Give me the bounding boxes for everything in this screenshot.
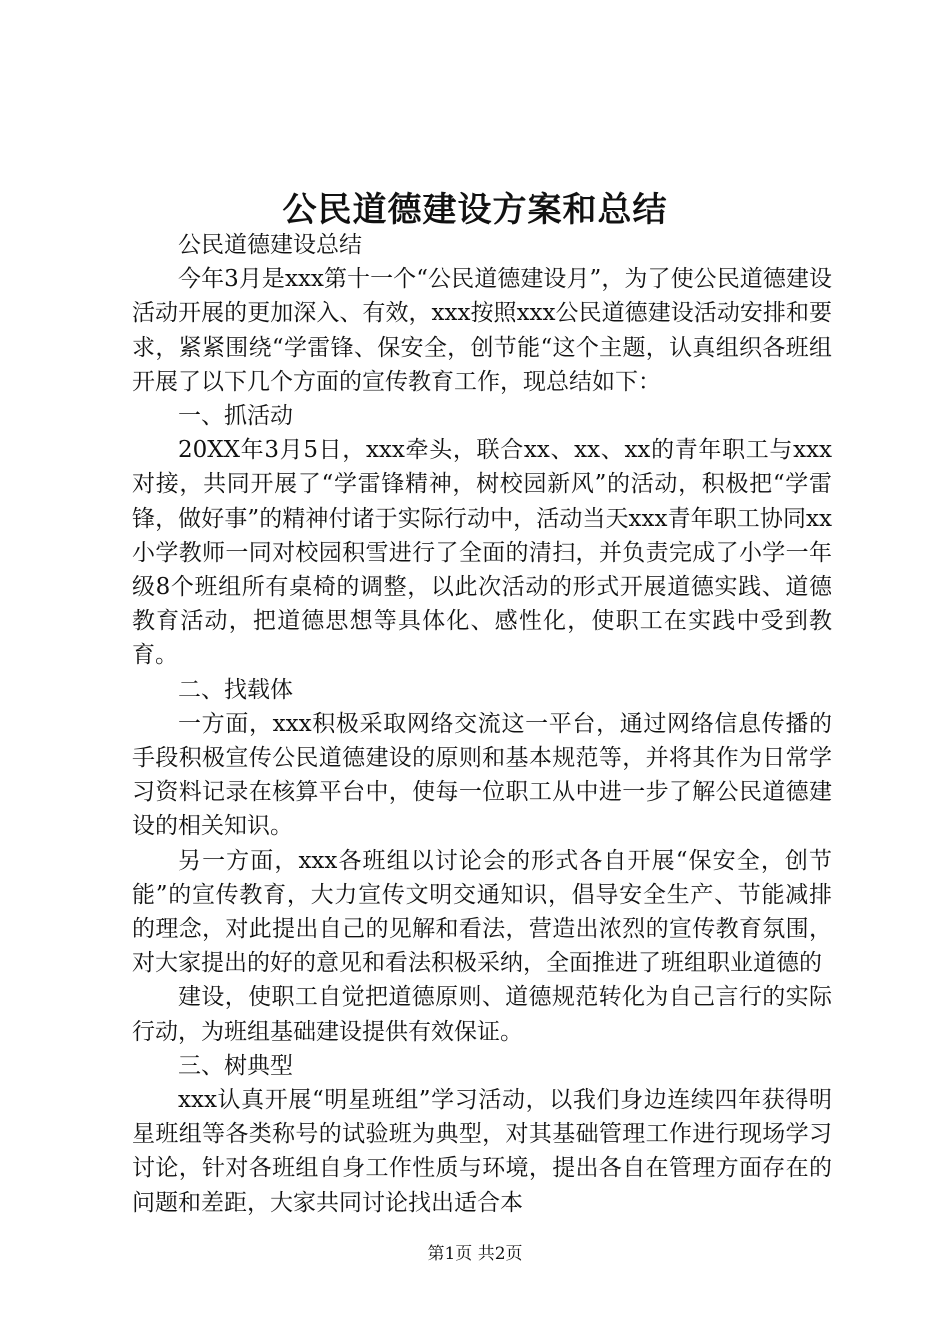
paragraph: 一方面，xxx积极采取网络交流这一平台，通过网络信息传播的手段积极宣传公民道德建设的原则和基本规范等，并将其作为日常学习资料记录在核算平台中，使每一位职工从中进一步了解公民道德建设的相关知识。 bbox=[132, 710, 832, 840]
section-heading: 三、树典型 bbox=[178, 1052, 293, 1079]
document-title: 公民道德建设方案和总结 bbox=[282, 190, 668, 230]
paragraph: xxx认真开展“明星班组”学习活动，以我们身边连续四年获得明星班组等各类称号的试验班为典型，对其基础管理工作进行现场学习讨论，针对各班组自身工作性质与环境，提出各自在管理方面存在的问题和差距，大家共同讨论找出适合本 bbox=[132, 1087, 832, 1216]
section-heading: 一、抓活动 bbox=[178, 403, 293, 430]
paragraph: 今年3月是xxx第十一个“公民道德建设月”，为了使公民道德建设活动开展的更加深入、有效，xxx按照xxx公民道德建设活动安排和要求，紧紧围绕“学雷锋、保安全，创节能“这个主题，认真组织各班组开展了以下几个方面的宣传教育工作，现总结如下： bbox=[132, 266, 832, 395]
section-heading: 二、找载体 bbox=[178, 676, 293, 703]
paragraph: 另一方面，xxx各班组以讨论会的形式各自开展“保安全，创节能”的宣传教育，大力宣传文明交通知识，倡导安全生产、节能减排的理念，对此提出自己的见解和看法，营造出浓烈的宣传教育氛围，对大家提出的好的意见和看法积极采纳，全面推进了班组职业道德的 bbox=[132, 847, 832, 977]
page-number-footer: 第1页 共2页 bbox=[427, 1244, 523, 1264]
document-body bbox=[132, 228, 832, 1220]
paragraph: 20XX年3月5日，xxx牵头，联合xx、xx、xx的青年职工与xxx对接，共同开展了“学雷锋精神，树校园新风”的活动，积极把“学雷锋，做好事”的精神付诸于实际行动中，活动当天xxx青年职工协同xx小学教师一同对校园积雪进行了全面的清扫，并负责完成了小学一年级8个班组所有桌椅的调整，以此次活动的形式开展道德实践、道德教育活动，把道德思想等具体化、感性化，使职工在实践中受到教育。 bbox=[132, 437, 832, 669]
paragraph: 建设，使职工自觉把道德原则、道德规范转化为自己言行的实际行动，为班组基础建设提供有效保证。 bbox=[132, 984, 832, 1045]
section-heading: 公民道德建设总结 bbox=[178, 232, 362, 258]
